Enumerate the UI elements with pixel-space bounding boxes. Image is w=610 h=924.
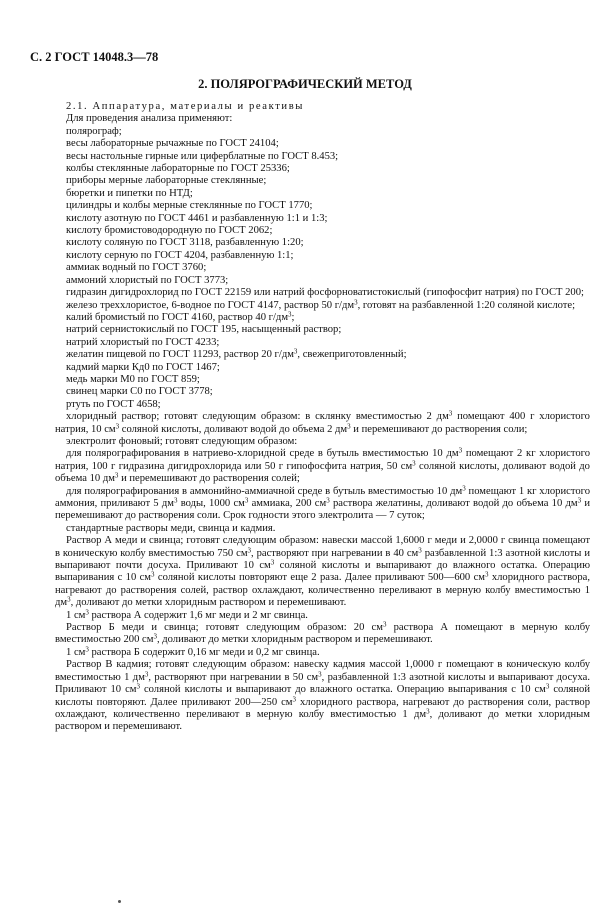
- reagent-item: калий бромистый по ГОСТ 4160, раствор 40 $г/дм^3$;: [66, 310, 295, 323]
- reagent-item: аммоний хлористый по ГОСТ 3773;: [66, 274, 229, 286]
- reagent-item: свинец марки С0 по ГОСТ 3778;: [66, 386, 213, 398]
- reagent-item: аммиак водный по ГОСТ 3760;: [66, 262, 207, 274]
- reagent-item: кислоту соляную по ГОСТ 3118, разбавленную 1:20;: [66, 237, 304, 249]
- reagent-paragraph-iron: железо треххлористое, 6-водное по ГОСТ 4147, раствор 50 $г/дм^3$, готовят на разбавленной 1:20 соляной кислоте;: [66, 298, 576, 311]
- reagent-item: натрий хлористый по ГОСТ 4233;: [66, 336, 220, 348]
- sodium-chloride-medium-paragraph: для полярографирования в натриево-хлоридной среде в бутыль вместимостью 10 $дм^3$ помещают 2 кг хлористого натрия, 100 г гидразина дигидрохлорида или 50 г гипофосфита натрия, 50 $см^3$ соляной кислоты, доливают водой до объема 10 $дм^3$ и перемешивают до растворения солей;: [55, 446, 590, 485]
- reagent-item: желатин пищевой по ГОСТ 11293, раствор 20 $г/дм^3$, свежеприготовленный;: [66, 347, 407, 361]
- equipment-item: весы лабораторные рычажные по ГОСТ 24104;: [66, 138, 279, 150]
- reagent-paragraph-hydrazine: гидразин дигидрохлорид по ГОСТ 22159 или натрий фосфорноватистокислый (гипофосфит натрия) по ГОСТ 200;: [66, 287, 584, 299]
- scan-speck: [118, 900, 121, 903]
- equipment-item: цилиндры и колбы мерные стеклянные по ГОСТ 1770;: [66, 200, 313, 212]
- equipment-item: весы настольные гирные или циферблатные по ГОСТ 8.453;: [66, 150, 339, 162]
- equipment-item: полярограф;: [66, 125, 122, 137]
- reagent-item: кислоту азотную по ГОСТ 4461 и разбавленную 1:1 и 1:3;: [66, 212, 328, 224]
- reagent-item: натрий сернистокислый по ГОСТ 195, насыщенный раствор;: [66, 324, 342, 336]
- reagent-item: кислоту серную по ГОСТ 4204, разбавленную 1:1;: [66, 249, 294, 261]
- reagent-item: ртуть по ГОСТ 4658;: [66, 398, 161, 410]
- document-body: [55, 101, 590, 734]
- equipment-item: бюретки и пипетки по НТД;: [66, 187, 193, 199]
- solution-v-paragraph: Раствор В кадмия; готовят следующим образом: навеску кадмия массой 1,0000 г помещают в коническую колбу вместимостью 1 $дм^3$, растворяют при нагревании в 50 $см^3$, разбавленной 1:3 азотной кислоты и выпаривают досуха. Приливают 10 $см^3$ соляной кислоты и выпаривают до влажного остатка. Операцию выпаривания с 10 $см^3$ соляной кислоты повторяют. Далее приливают 200—250 $см^3$ хлоридного раствора, нагревают до растворения соли, раствор охлаждают, количественно переливают в мерную колбу вместимостью 1 $дм^3$, доливают до метки хлоридным раствором и перемешивают.: [55, 659, 591, 733]
- reagent-item: медь марки М0 по ГОСТ 859;: [66, 373, 200, 385]
- ammonium-medium-paragraph: для полярографирования в аммонийно-аммиачной среде в бутыль вместимостью 10 $дм^3$ помещают 1 кг хлористого аммония, приливают 5 $дм^3$ воды, 1000 $см^3$ аммиака, 200 $см^3$ раствора желатины, доливают водой до объема 10 $дм^3$ и перемешивают до растворения соли. Срок годности этого электролита — 7 суток;: [55, 484, 591, 522]
- subsection-heading: 2.1. Аппаратура, материалы и реактивы: [66, 101, 305, 112]
- page-header: С. 2 ГОСТ 14048.3—78: [30, 50, 159, 64]
- section-title: 2. ПОЛЯРОГРАФИЧЕСКИЙ МЕТОД: [198, 77, 412, 91]
- electrolyte-paragraph: электролит фоновый; готовят следующим образом:: [66, 435, 298, 447]
- standard-solutions-paragraph: стандартные растворы меди, свинца и кадмия.: [66, 522, 276, 534]
- solution-b-content: 1 $см^3$ раствора Б содержит 0,16 мг меди и 0,2 мг свинца.: [66, 645, 320, 658]
- reagent-item: кислоту бромистоводородную по ГОСТ 2062;: [66, 225, 273, 237]
- equipment-item: колбы стеклянные лабораторные по ГОСТ 25336;: [66, 163, 290, 175]
- reagent-item: кадмий марки Кд0 по ГОСТ 1467;: [66, 361, 220, 373]
- solution-a-paragraph: Раствор А меди и свинца; готовят следующим образом: навески массой 1,6000 г меди и 2,0000 г свинца помещают в коническую колбу вместимостью 750 $см^3$, растворяют при нагревании в 40 $см^3$ разбавленной 1:3 азотной кислоты и выпаривают почти досуха. Приливают 10 $см^3$ соляной кислоты и выпаривают до влажного остатка. Операцию выпаривания с 10 $см^3$ соляной кислоты повторяют еще 2 раза. Далее приливают 500—600 $см^3$ хлоридного раствора, нагревают до растворения солей, раствор охлаждают, количественно переливают в мерную колбу вместимостью 1 $дм^3$, доливают до метки хлоридным раствором и перемешивают.: [55, 535, 590, 609]
- solution-a-content: 1 $см^3$ раствора А содержит 1,6 мг меди и 2 мг свинца.: [66, 608, 308, 621]
- solution-b-paragraph: Раствор Б меди и свинца; готовят следующим образом: 20 $см^3$ раствора А помещают в мерную колбу вместимостью 200 $см^3$, доливают до метки хлоридным раствором и перемешивают.: [55, 620, 591, 646]
- intro-line: Для проведения анализа применяют:: [66, 113, 233, 125]
- equipment-item: приборы мерные лабораторные стеклянные;: [66, 175, 267, 187]
- chloride-solution-paragraph: хлоридный раствор; готовят следующим образом: в склянку вместимостью 2 $дм^3$ помещают 400 г хлористого натрия, 10 $см^3$ соляной кислоты, доливают водой до объема 2 $дм^3$ и перемешивают до растворения соли;: [55, 409, 590, 435]
